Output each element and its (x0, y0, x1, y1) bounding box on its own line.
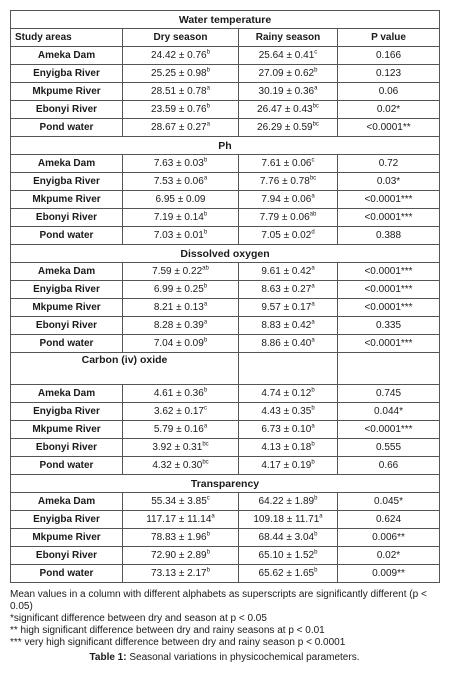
rainy-season-cell-value: 7.76 ± 0.78 (259, 175, 310, 187)
rainy-season-cell-value: 8.86 ± 0.40 (261, 337, 312, 349)
table-row (11, 529, 440, 547)
dry-season-cell-superscript: b (206, 531, 210, 538)
column-header-rainy-season: Rainy season (239, 29, 338, 47)
rainy-season-cell-value: 27.09 ± 0.62 (258, 67, 315, 79)
p-value-cell: 0.745 (338, 385, 440, 403)
dry-season-cell-superscript: b (203, 387, 208, 394)
rainy-season-cell (239, 511, 338, 529)
table-row (11, 385, 440, 403)
dry-season-cell-value: 72.90 ± 2.89 (151, 549, 207, 561)
p-value-cell: <0.0001*** (338, 421, 440, 439)
dry-season-cell-value: 28.67 ± 0.27 (151, 121, 207, 133)
rainy-season-cell-value: 7.05 ± 0.02 (261, 229, 312, 241)
dry-season-cell-superscript: c (206, 495, 210, 502)
study-area-cell: Ameka Dam (11, 385, 123, 403)
table-row (11, 299, 440, 317)
table-row (11, 547, 440, 565)
dry-season-cell-value: 3.62 ± 0.17 (154, 405, 204, 417)
rainy-season-cell-value: 6.73 ± 0.10 (261, 423, 312, 435)
rainy-season-cell-superscript: bc (312, 103, 319, 110)
table-row (11, 317, 440, 335)
p-value-cell: 0.02* (338, 547, 440, 565)
study-area-cell: Ebonyi River (11, 439, 123, 457)
study-area-cell: Ebonyi River (11, 209, 123, 227)
dry-season-cell-value: 4.32 ± 0.30 (152, 459, 203, 471)
dry-season-cell (123, 547, 239, 565)
p-value-cell: 0.335 (338, 317, 440, 335)
rainy-season-cell-superscript: a (311, 319, 315, 326)
p-value-cell: <0.0001*** (338, 281, 440, 299)
rainy-season-cell (239, 493, 338, 511)
dry-season-cell-superscript: b (206, 67, 210, 74)
rainy-season-cell-superscript: a (311, 337, 315, 344)
dry-season-cell-value: 8.28 ± 0.39 (153, 319, 204, 331)
dry-season-cell-value: 7.03 ± 0.01 (153, 229, 204, 241)
dry-season-cell (123, 439, 239, 457)
dry-season-cell-value: 7.04 ± 0.09 (153, 337, 204, 349)
section-title-blank-cell (239, 353, 338, 385)
dry-season-cell-value: 3.92 ± 0.31 (152, 441, 203, 453)
rainy-season-cell (239, 65, 338, 83)
table-row (11, 403, 440, 421)
column-header-dry-season: Dry season (123, 29, 239, 47)
dry-season-cell (123, 565, 239, 583)
table-row (11, 119, 440, 137)
rainy-season-cell-value: 4.17 ± 0.19 (261, 459, 312, 471)
table-row (11, 421, 440, 439)
column-header-p-value: P value (338, 29, 440, 47)
dry-season-cell (123, 529, 239, 547)
rainy-season-cell (239, 547, 338, 565)
table-row (11, 173, 440, 191)
table-body (11, 11, 440, 583)
p-value-cell: 0.555 (338, 439, 440, 457)
rainy-season-cell-superscript: b (314, 67, 318, 74)
rainy-season-cell-superscript: b (314, 549, 318, 556)
dry-season-cell (123, 493, 239, 511)
p-value-cell: <0.0001*** (338, 209, 440, 227)
footnote-double-star: ** high significant difference between dry and rainy seasons at p < 0.01 (10, 625, 325, 636)
dry-season-cell-superscript: b (203, 229, 208, 236)
section-title: Transparency (11, 475, 440, 493)
dry-season-cell-value: 8.21 ± 0.13 (153, 301, 204, 313)
dry-season-cell (123, 155, 239, 173)
study-area-cell: Ameka Dam (11, 263, 123, 281)
dry-season-cell-superscript: c (203, 405, 207, 412)
rainy-season-cell-value: 4.13 ± 0.18 (261, 441, 312, 453)
rainy-season-cell-value: 7.94 ± 0.06 (261, 193, 312, 205)
column-header-row (11, 29, 440, 47)
dry-season-cell-superscript: b (206, 549, 210, 556)
rainy-season-cell-superscript: b (311, 459, 315, 466)
rainy-season-cell-superscript: a (319, 513, 323, 520)
dry-season-cell-value: 78.83 ± 1.96 (151, 531, 207, 543)
table-row (11, 493, 440, 511)
rainy-season-cell-superscript: a (311, 423, 315, 430)
footnote-single-star: *significant difference between dry and season at p < 0.05 (10, 613, 267, 624)
p-value-cell: <0.0001** (338, 119, 440, 137)
section-title-row (11, 137, 440, 155)
dry-season-cell-superscript: a (211, 513, 215, 520)
rainy-season-cell-superscript: a (311, 301, 315, 308)
rainy-season-cell (239, 421, 338, 439)
p-value-cell: <0.0001*** (338, 191, 440, 209)
dry-season-cell (123, 209, 239, 227)
rainy-season-cell-value: 8.63 ± 0.27 (261, 283, 312, 295)
dry-season-cell-value: 7.53 ± 0.06 (153, 175, 204, 187)
rainy-season-cell-superscript: a (311, 283, 315, 290)
section-title: Water temperature (11, 11, 440, 29)
dry-season-cell-superscript: bc (202, 459, 209, 466)
rainy-season-cell (239, 403, 338, 421)
rainy-season-cell-value: 26.47 ± 0.43 (257, 103, 313, 115)
p-value-cell: <0.0001*** (338, 335, 440, 353)
table-row (11, 47, 440, 65)
table-container (10, 10, 439, 663)
rainy-season-cell (239, 299, 338, 317)
rainy-season-cell (239, 227, 338, 245)
dry-season-cell (123, 47, 239, 65)
rainy-season-cell (239, 155, 338, 173)
dry-season-cell-value: 25.25 ± 0.98 (151, 67, 207, 79)
rainy-season-cell-value: 64.22 ± 1.89 (258, 495, 315, 507)
table-row (11, 335, 440, 353)
dry-season-cell-value: 117.17 ± 11.14 (146, 513, 212, 525)
p-value-cell: 0.03* (338, 173, 440, 191)
rainy-season-cell-superscript: a (311, 265, 315, 272)
rainy-season-cell (239, 191, 338, 209)
study-area-cell: Pond water (11, 119, 123, 137)
study-area-cell: Ameka Dam (11, 155, 123, 173)
rainy-season-cell (239, 335, 338, 353)
rainy-season-cell (239, 385, 338, 403)
dry-season-cell (123, 227, 239, 245)
rainy-season-cell-superscript: b (314, 531, 318, 538)
study-area-cell: Ebonyi River (11, 547, 123, 565)
dry-season-cell (123, 65, 239, 83)
dry-season-cell-value: 24.42 ± 0.76 (151, 49, 207, 61)
p-value-cell: 0.006** (338, 529, 440, 547)
rainy-season-cell-superscript: b (314, 495, 318, 502)
study-area-cell: Mkpume River (11, 83, 123, 101)
p-value-cell: 0.388 (338, 227, 440, 245)
study-area-cell: Enyigba River (11, 65, 123, 83)
dry-season-cell (123, 83, 239, 101)
rainy-season-cell (239, 529, 338, 547)
rainy-season-cell-value: 9.57 ± 0.17 (261, 301, 312, 313)
dry-season-cell-superscript: a (203, 301, 208, 308)
p-value-cell: <0.0001*** (338, 299, 440, 317)
table-caption (10, 652, 439, 663)
dry-season-cell-value: 4.61 ± 0.36 (153, 387, 204, 399)
dry-season-cell-value: 5.79 ± 0.16 (153, 423, 204, 435)
dry-season-cell (123, 101, 239, 119)
dry-season-cell-superscript: b (203, 211, 208, 218)
dry-season-cell-superscript: b (206, 567, 210, 574)
rainy-season-cell-value: 7.61 ± 0.06 (261, 157, 312, 169)
section-title-row (11, 11, 440, 29)
rainy-season-cell-superscript: bc (312, 121, 319, 128)
dry-season-cell (123, 191, 239, 209)
dry-season-cell-value: 7.63 ± 0.03 (153, 157, 204, 169)
caption-text: Seasonal variations in physicochemical parameters. (126, 652, 360, 663)
rainy-season-cell-superscript: a (311, 193, 315, 200)
p-value-cell: <0.0001*** (338, 263, 440, 281)
section-title-row (11, 245, 440, 263)
dry-season-cell (123, 317, 239, 335)
rainy-season-cell-value: 8.83 ± 0.42 (261, 319, 312, 331)
table-row (11, 191, 440, 209)
rainy-season-cell-superscript: b (311, 441, 315, 448)
table-row (11, 439, 440, 457)
footnotes (10, 589, 439, 649)
footnote-triple-star: *** very high significant difference between dry and rainy season p < 0.0001 (10, 637, 346, 648)
section-title: Carbon (iv) oxide (11, 353, 239, 385)
table-row (11, 209, 440, 227)
p-value-cell: 0.624 (338, 511, 440, 529)
rainy-season-cell-value: 4.43 ± 0.35 (261, 405, 312, 417)
dry-season-cell-superscript: b (206, 103, 210, 110)
dry-season-cell (123, 299, 239, 317)
rainy-season-cell (239, 263, 338, 281)
table-row (11, 155, 440, 173)
study-area-cell: Pond water (11, 227, 123, 245)
study-area-cell: Pond water (11, 335, 123, 353)
rainy-season-cell-superscript: bc (309, 175, 317, 182)
table-row (11, 281, 440, 299)
rainy-season-cell-value: 65.62 ± 1.65 (258, 567, 315, 579)
table-row (11, 565, 440, 583)
study-area-cell: Enyigba River (11, 511, 123, 529)
study-area-cell: Pond water (11, 565, 123, 583)
study-area-cell: Ebonyi River (11, 317, 123, 335)
rainy-season-cell-value: 26.29 ± 0.59 (257, 121, 313, 133)
rainy-season-cell-value: 109.18 ± 11.71 (253, 513, 320, 525)
dry-season-cell-superscript: b (203, 283, 208, 290)
rainy-season-cell-superscript: c (314, 49, 318, 56)
p-value-cell: 0.009** (338, 565, 440, 583)
dry-season-cell-value: 28.51 ± 0.78 (151, 85, 207, 97)
dry-season-cell-superscript: a (203, 175, 208, 182)
table-row (11, 263, 440, 281)
p-value-cell: 0.166 (338, 47, 440, 65)
study-area-cell: Enyigba River (11, 281, 123, 299)
physicochemical-table (10, 10, 440, 583)
p-value-cell: 0.72 (338, 155, 440, 173)
section-title: Dissolved oxygen (11, 245, 440, 263)
rainy-season-cell (239, 281, 338, 299)
study-area-cell: Ameka Dam (11, 493, 123, 511)
dry-season-cell-value: 73.13 ± 2.17 (151, 567, 207, 579)
study-area-cell: Ebonyi River (11, 101, 123, 119)
study-area-cell: Mkpume River (11, 529, 123, 547)
rainy-season-cell-superscript: a (314, 85, 318, 92)
dry-season-cell-superscript: b (203, 337, 208, 344)
table-row (11, 83, 440, 101)
rainy-season-cell-value: 25.64 ± 0.41 (258, 49, 315, 61)
dry-season-cell (123, 119, 239, 137)
rainy-season-cell (239, 565, 338, 583)
dry-season-cell-value: 6.95 ± 0.09 (155, 193, 206, 205)
p-value-cell: 0.044* (338, 403, 440, 421)
rainy-season-cell-value: 65.10 ± 1.52 (258, 549, 315, 561)
rainy-season-cell (239, 119, 338, 137)
footnote-superscript-meaning: Mean values in a column with different alphabets as superscripts are significantly different (p < 0.05) (10, 589, 427, 612)
rainy-season-cell-superscript: ab (309, 211, 317, 218)
table-row (11, 227, 440, 245)
caption-label: Table 1: (89, 652, 127, 663)
rainy-season-cell (239, 317, 338, 335)
table-row (11, 511, 440, 529)
dry-season-cell (123, 385, 239, 403)
rainy-season-cell-superscript: b (311, 405, 315, 412)
rainy-season-cell-value: 7.79 ± 0.06 (259, 211, 310, 223)
rainy-season-cell-superscript: d (311, 229, 315, 236)
study-area-cell: Enyigba River (11, 173, 123, 191)
dry-season-cell (123, 511, 239, 529)
dry-season-cell (123, 403, 239, 421)
rainy-season-cell-value: 9.61 ± 0.42 (261, 265, 312, 277)
section-title: Ph (11, 137, 440, 155)
p-value-cell: 0.123 (338, 65, 440, 83)
dry-season-cell (123, 263, 239, 281)
p-value-cell: 0.66 (338, 457, 440, 475)
dry-season-cell-superscript: bc (202, 441, 209, 448)
rainy-season-cell (239, 101, 338, 119)
dry-season-cell-value: 55.34 ± 3.85 (151, 495, 207, 507)
rainy-season-cell-value: 68.44 ± 3.04 (258, 531, 315, 543)
study-area-cell: Mkpume River (11, 299, 123, 317)
table-row (11, 457, 440, 475)
rainy-season-cell (239, 47, 338, 65)
study-area-cell: Ameka Dam (11, 47, 123, 65)
dry-season-cell-value: 6.99 ± 0.25 (153, 283, 204, 295)
dry-season-cell (123, 335, 239, 353)
dry-season-cell-superscript: ab (202, 265, 209, 272)
dry-season-cell-superscript: a (206, 85, 210, 92)
study-area-cell: Pond water (11, 457, 123, 475)
p-value-cell: 0.02* (338, 101, 440, 119)
rainy-season-cell-value: 4.74 ± 0.12 (261, 387, 312, 399)
study-area-cell: Mkpume River (11, 191, 123, 209)
dry-season-cell-superscript: a (203, 319, 208, 326)
rainy-season-cell (239, 209, 338, 227)
dry-season-cell (123, 173, 239, 191)
rainy-season-cell (239, 457, 338, 475)
dry-season-cell (123, 281, 239, 299)
dry-season-cell-superscript: a (206, 121, 210, 128)
dry-season-cell-superscript: a (203, 423, 208, 430)
rainy-season-cell (239, 439, 338, 457)
dry-season-cell-value: 7.19 ± 0.14 (153, 211, 204, 223)
dry-season-cell-superscript: b (203, 157, 208, 164)
p-value-cell: 0.06 (338, 83, 440, 101)
study-area-cell: Mkpume River (11, 421, 123, 439)
rainy-season-cell (239, 173, 338, 191)
dry-season-cell (123, 457, 239, 475)
column-header-study-areas: Study areas (11, 29, 123, 47)
dry-season-cell-superscript: b (206, 49, 210, 56)
rainy-season-cell-value: 30.19 ± 0.36 (258, 85, 315, 97)
rainy-season-cell (239, 83, 338, 101)
dry-season-cell (123, 421, 239, 439)
table-row (11, 65, 440, 83)
rainy-season-cell-superscript: b (311, 387, 315, 394)
dry-season-cell-value: 23.59 ± 0.76 (151, 103, 207, 115)
dry-season-cell-value: 7.59 ± 0.22 (152, 265, 203, 277)
section-title-row (11, 475, 440, 493)
rainy-season-cell-superscript: b (314, 567, 318, 574)
section-title-blank-cell (338, 353, 440, 385)
p-value-cell: 0.045* (338, 493, 440, 511)
study-area-cell: Enyigba River (11, 403, 123, 421)
table-row (11, 101, 440, 119)
section-title-row (11, 353, 440, 385)
rainy-season-cell-superscript: c (311, 157, 315, 164)
